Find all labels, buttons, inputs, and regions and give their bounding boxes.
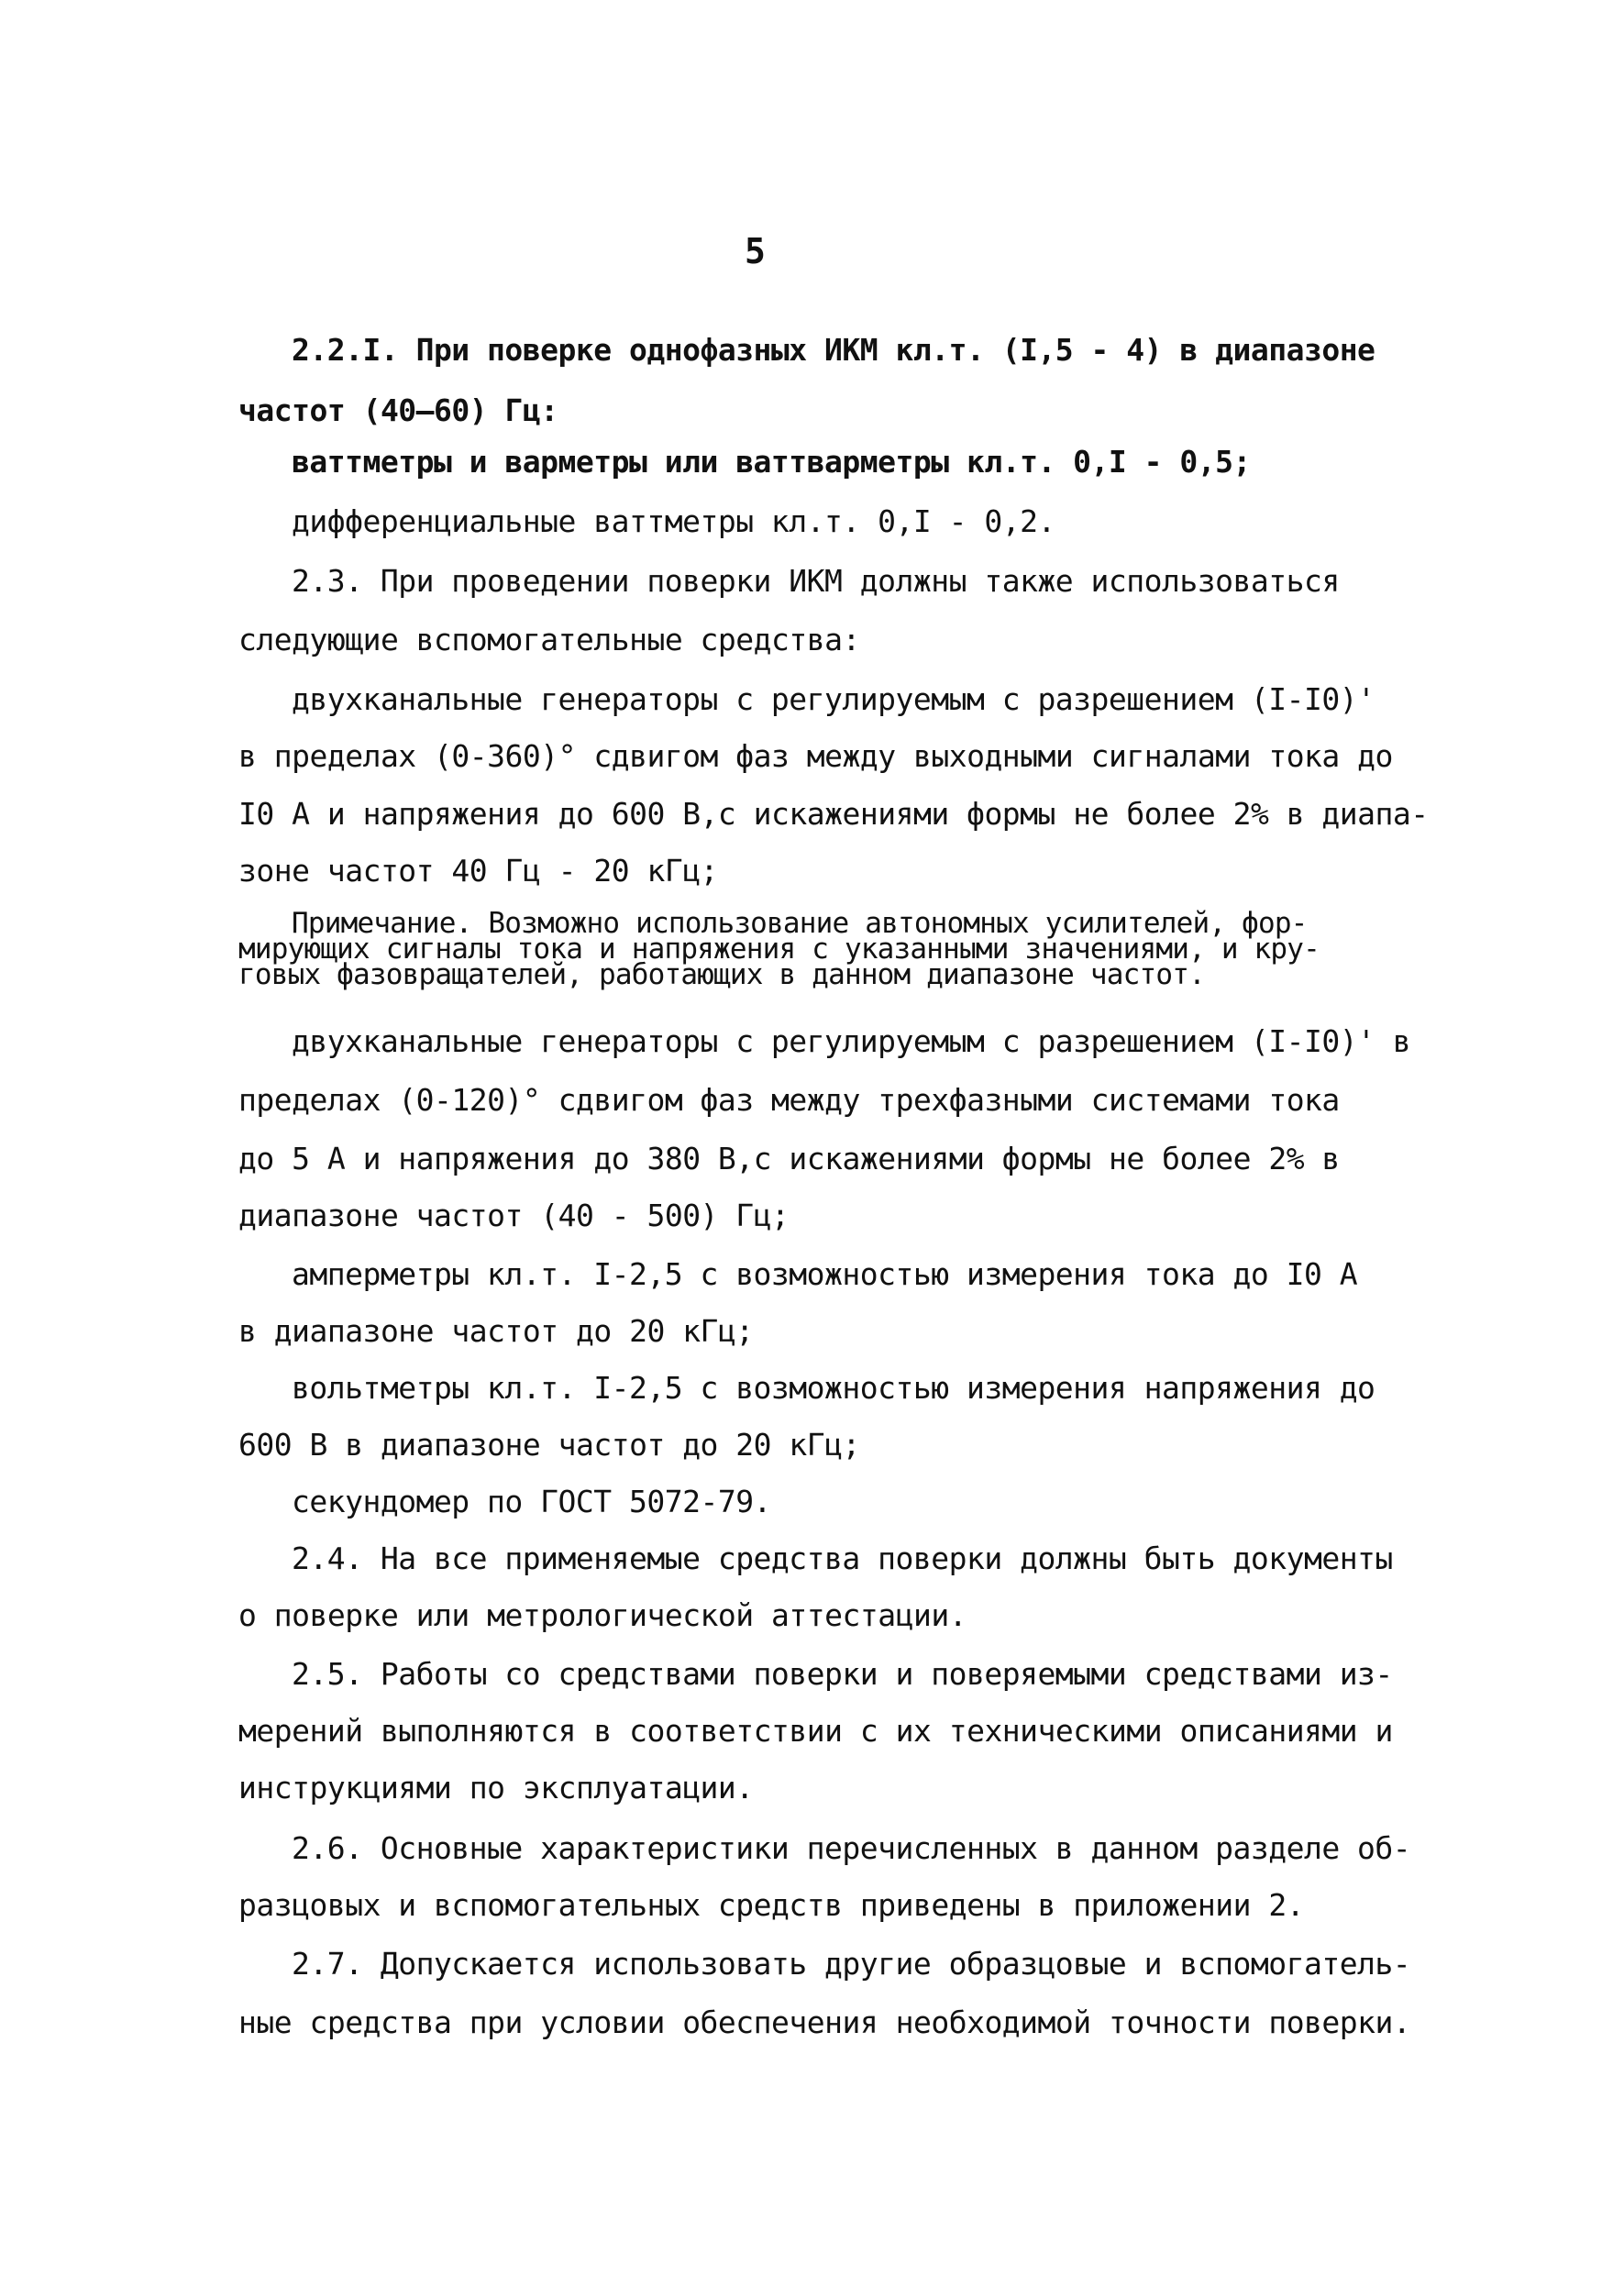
text-line: секундомер по ГОСТ 5072-79.: [292, 1484, 771, 1519]
text-line: следующие вспомогательные средства:: [238, 622, 860, 657]
text-line: двухканальные генераторы с регулируемым с разрешением (I-I0)' в: [292, 1023, 1411, 1059]
note-line: Примечание. Возможно использование автономных усилителей, фор-: [292, 907, 1308, 940]
text-line: частот (40—60) Гц:: [238, 392, 558, 428]
text-line: ные средства при условии обеспечения необходимой точности поверки.: [238, 2004, 1411, 2040]
note-line: мирующих сигналы тока и напряжения с указанными значениями, и кру-: [238, 933, 1320, 966]
text-line: в диапазоне частот до 20 кГц;: [238, 1313, 754, 1349]
text-line: диапазоне частот (40 - 500) Гц;: [238, 1198, 790, 1233]
text-line: 2.5. Работы со средствами поверки и поверяемыми средствами из-: [292, 1656, 1393, 1692]
text-line: 2.4. На все применяемые средства поверки должны быть документы: [292, 1541, 1393, 1576]
text-line: мерений выполняются в соответствии с их техническими описаниями и: [238, 1713, 1393, 1749]
text-line: вольтметры кл.т. I-2,5 с возможностью измерения напряжения до: [292, 1370, 1375, 1406]
note-line: говых фазовращателей, работающих в данном диапазоне частот.: [238, 958, 1205, 991]
text-line: дифференциальные ваттметры кл.т. 0,I - 0,2.: [292, 503, 1055, 539]
text-line: 2.7. Допускается использовать другие образцовые и вспомогатель-: [292, 1946, 1411, 1982]
text-line: 2.6. Основные характеристики перечисленных в данном разделе об-: [292, 1830, 1411, 1866]
text-line: пределах (0-120)° сдвигом фаз между трехфазными системами тока: [238, 1082, 1340, 1118]
text-line: I0 А и напряжения до 600 В,с искажениями формы не более 2% в диапа-: [238, 796, 1429, 832]
text-line: в пределах (0-360)° сдвигом фаз между выходными сигналами тока до: [238, 738, 1393, 774]
text-line: двухканальные генераторы с регулируемым с разрешением (I-I0)': [292, 681, 1375, 717]
text-line: до 5 А и напряжения до 380 В,с искажениями формы не более 2% в: [238, 1141, 1340, 1176]
text-line: зоне частот 40 Гц - 20 кГц;: [238, 853, 718, 889]
text-line: 2.3. При проведении поверки ИКМ должны также использоваться: [292, 563, 1340, 599]
text-line: амперметры кл.т. I-2,5 с возможностью измерения тока до I0 А: [292, 1256, 1358, 1292]
page-number: 5: [745, 231, 766, 271]
text-line: инструкциями по эксплуатации.: [238, 1770, 754, 1806]
text-line: о поверке или метрологической аттестации.: [238, 1597, 967, 1633]
text-line: разцовых и вспомогательных средств приведены в приложении 2.: [238, 1887, 1305, 1923]
text-line: 2.2.I. При поверке однофазных ИКМ кл.т. (I,5 - 4) в диапазоне: [292, 332, 1375, 368]
text-line: ваттметры и варметры или ваттварметры кл.т. 0,I - 0,5;: [292, 444, 1251, 480]
text-line: 600 В в диапазоне частот до 20 кГц;: [238, 1427, 860, 1463]
